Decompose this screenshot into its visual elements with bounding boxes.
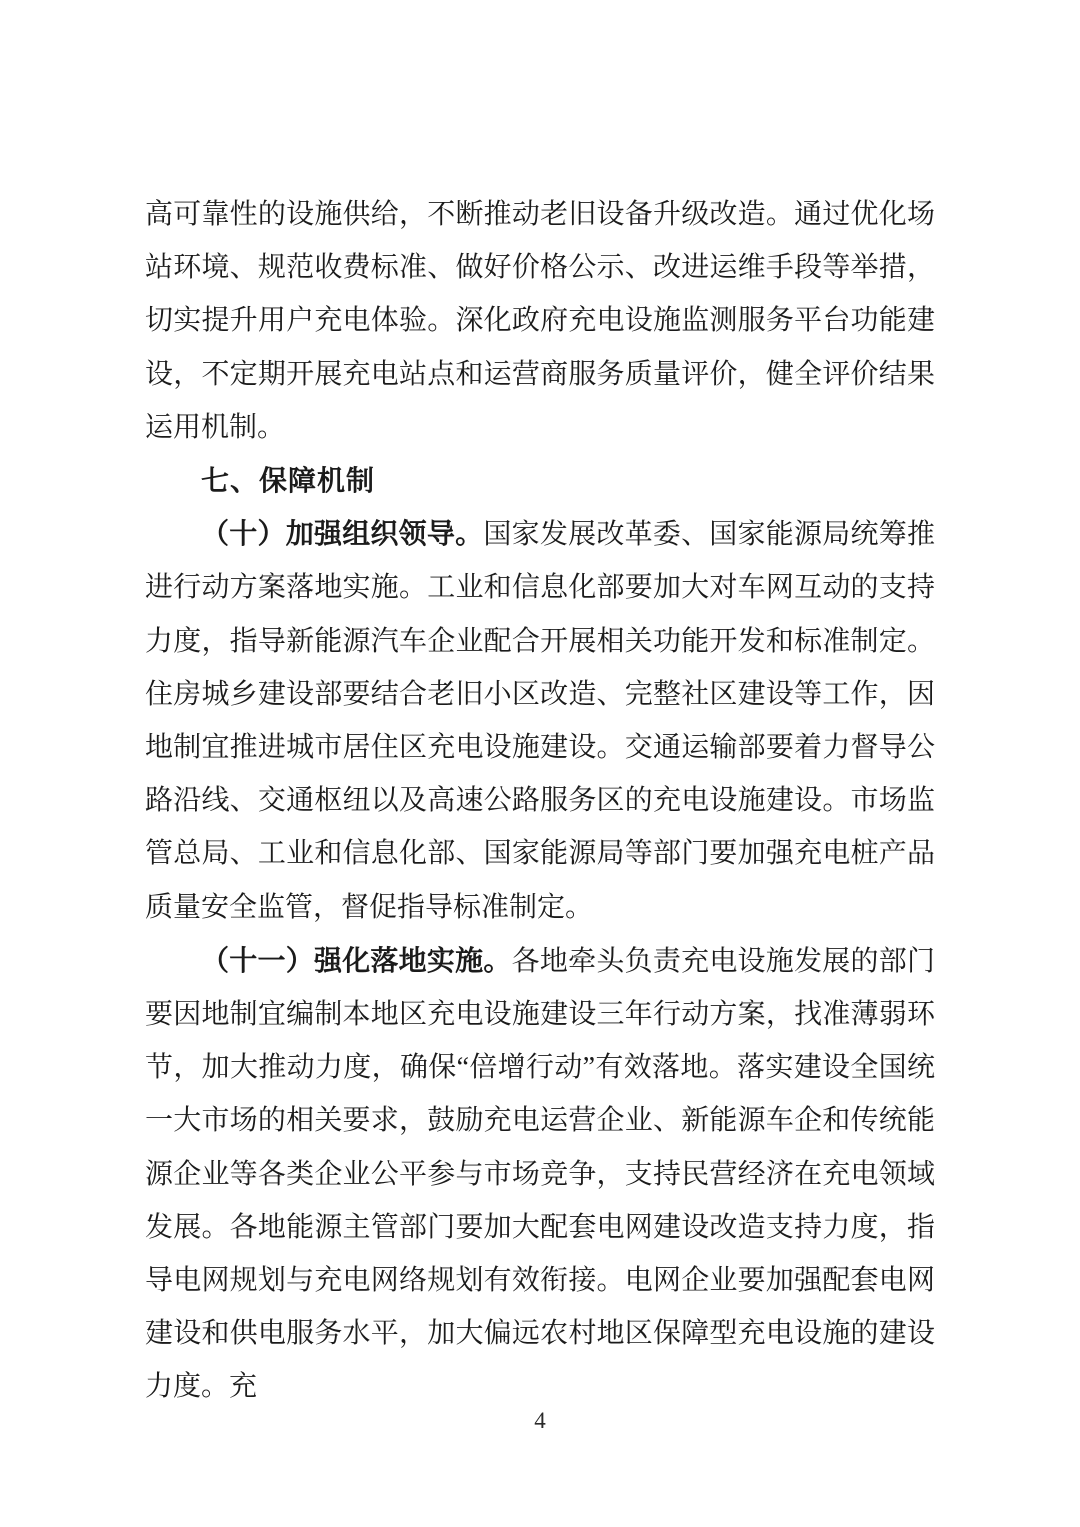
paragraph: （十一）强化落地实施。各地牵头负责充电设施发展的部门要因地制宜编制本地区充电设施建设三年行动方案，找准薄弱环节，加大推动力度，确保“倍增行动”有效落地。落实建设全国统一大市场的相关要求，鼓励充电运营企业、新能源车企和传统能源企业等各类企业公平参与市场竞争，支持民营经济在充电领域发展。各地能源主管部门要加大配套电网建设改造支持力度，指导电网规划与充电网络规划有效衔接。电网企业要加强配套电网建设和供电服务水平，加大偏远农村地区保障型充电设施的建设力度。充: [145, 944, 935, 1403]
document-body: [145, 188, 935, 1414]
paragraph-lead: （十一）强化落地实施。: [201, 944, 512, 976]
paragraph-lead: （十）加强组织领导。: [201, 518, 484, 550]
page-number: 4: [534, 1408, 546, 1433]
section-heading: 七、保障机制: [201, 465, 376, 497]
page-footer: [0, 1408, 1080, 1434]
paragraph: （十）加强组织领导。国家发展改革委、国家能源局统筹推进行动方案落地实施。工业和信息化部要加大对车网互动的支持力度，指导新能源汽车企业配合开展相关功能开发和标准制定。住房城乡建设部要结合老旧小区改造、完整社区建设等工作，因地制宜推进城市居住区充电设施建设。交通运输部要着力督导公路沿线、交通枢纽以及高速公路服务区的充电设施建设。市场监管总局、工业和信息化部、国家能源局等部门要加强充电桩产品质量安全监管，督促指导标准制定。: [145, 518, 935, 923]
paragraph: 高可靠性的设施供给，不断推动老旧设备升级改造。通过优化场站环境、规范收费标准、做好价格公示、改进运维手段等举措，切实提升用户充电体验。深化政府充电设施监测服务平台功能建设，不定期开展充电站点和运营商服务质量评价，健全评价结果运用机制。: [145, 199, 935, 443]
